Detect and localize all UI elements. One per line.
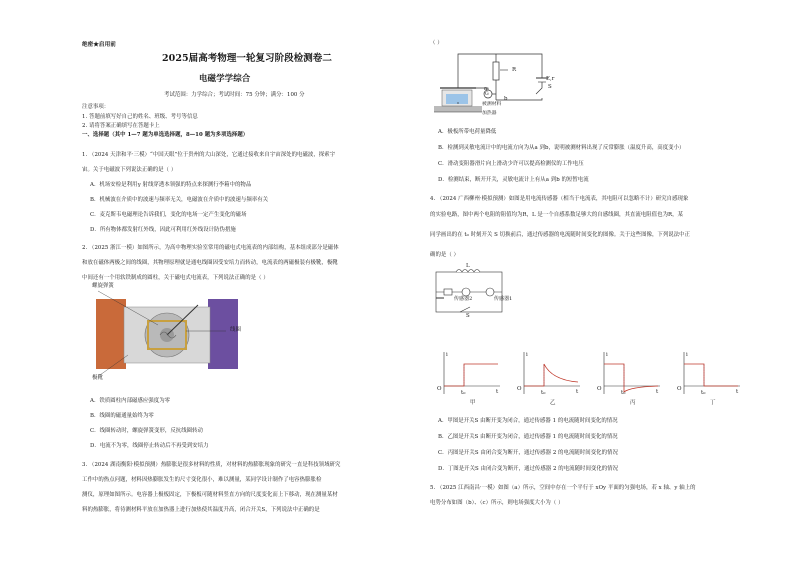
q1-text: 宙。关于电磁波下列说法正确的是（ ） [82,167,177,173]
fig-label-a: a [484,86,488,92]
notes-item: 2. 请将答案正确填写在答题卡上 [82,123,160,129]
curve [444,364,498,386]
q3-text: 料的热膨胀，将待测材料平放在加热器上进行加热使其温度升高，闭合开关S，下列说法中正确的是 [82,507,320,513]
fig-label-pole-shoe: 极靴 [92,375,103,381]
fig-label-E: E,r [546,76,555,82]
q4-option-a: A．甲图是开关S 由断开变为闭合，通过传感器 1 的电流随时间变化的情况 [438,418,618,424]
current-time-graphs [430,348,752,406]
fig-label-b: b [504,96,508,102]
inductor-circuit-figure [430,262,520,318]
fig-label-S: S [466,313,470,319]
galvanometer-figure [88,285,268,385]
q1-text: 1. （2024 天津和平·三模）“中国天眼”位于贵州的大山深处，它通过接收来自宇宙深处的电磁波，探索宇 [82,152,336,158]
q2-text: 中间还有一个用软铁制成的圆柱，关于磁电式电流表，下列说法正确的是（ ） [82,275,269,281]
page-subtitle: 电磁学学综合 [199,74,251,84]
q2-option-c: C．线圈转动时，螺旋弹簧变形，反抗线圈转动 [90,428,203,434]
graph-name: 甲 [470,400,476,406]
q3-tail-bracket: （ ） [430,40,443,46]
q3-option-b: B．检测到灵敏电流计中的电流方向为从a 到b，说明被测材料出现了反常膨胀（温度升高，高度变小） [438,145,685,151]
q3-text: 3. （2024 湖南衡阳·模拟预测）热膨胀是很多材料的性质，对材料的热膨胀现象的研究一直是科技领域研究 [82,462,341,468]
origin-label: O [437,386,442,392]
q3-option-a: A．极板所带电荷量降低 [438,129,497,135]
fig-label-sensor2: 传感器2 [454,296,473,302]
t-label: t [736,389,739,395]
q4-option-c: C．丙图是开关S 由闭合变为断开，通过传感器 2 的电流随时间变化的情况 [438,450,618,456]
i-label: i [606,352,608,358]
q4-option-b: B．乙图是开关S 由断开变为闭合，通过传感器 1 的电流随时间变化的情况 [438,434,618,440]
t-label: t [576,389,579,395]
curve [524,364,578,386]
i-label: i [526,352,528,358]
q2-option-b: B．线圈的磁通量始终为零 [90,413,154,419]
notes-item: 1. 答题前填写好自己的姓名、班级、考号等信息 [82,114,198,120]
fig-label-L: L [466,263,470,269]
origin-label: O [677,386,682,392]
q1-option-c: C．麦克斯韦电磁理论告诉我们，变化的电场一定产生变化的磁场 [90,212,247,218]
curve [684,364,738,386]
i-label: i [446,352,448,358]
q3-text: 工作中的热点问题，材料因热膨胀发生的尺寸变化很小，难以测量，某同学设计制作了电容热膨胀检 [82,477,322,483]
q1-option-a: A．机场安检是利用γ 射线穿透本领强的特点来探测行李箱中的物品 [90,182,252,188]
q1-option-d: D．所有物体都发射红外线，因此可利用红外线设计防伪措施 [90,227,236,233]
fig-label-sensor1: 传感器1 [494,296,513,302]
graph-3 [594,348,664,406]
secret-tag: 绝密★启用前 [82,42,116,48]
notes-heading: 注意事项： [82,104,110,110]
origin-label: O [517,386,522,392]
section-heading: 一、选择题（其中 1—7 题为单选选择题，8—10 题为多项选择题） [82,132,249,138]
q2-option-d: D．电流不为零，线圈停止转动后不再受到安培力 [90,443,209,449]
origin-label: O [597,386,602,392]
i-label: i [686,352,688,358]
fig-label-R: R [512,67,517,73]
q3-option-c: C．滑动变阻器滑片向上滑动少许可以提高检测仪的工作电压 [438,161,584,167]
q2-option-a: A．铁质圆柱内部磁感应强度为零 [90,398,171,404]
q4-option-d: D．丁图是开关S 由闭合变为断开，通过传感器 2 的电流随时间变化的情况 [438,466,619,472]
fig-label-S: S [548,84,552,90]
curve [604,364,658,392]
t0-label: t₀ [701,390,706,396]
q4-text: 同学画出的在 t₀ 时刻开关 S 切换前后，通过传感器的电流随时间变化的图像。关于这些图像，下列说法中正 [430,232,691,238]
t0-label: t₀ [621,390,626,396]
graph-name: 丁 [710,400,716,406]
t0-label: t₀ [461,390,466,396]
q2-text: 2. （2025 浙江一模）如图所示，为高中物理实验室常用的磁电式电流表的内部结构，基本组成部分是磁体 [82,245,339,251]
q2-text: 和放在磁体两极之间的线圈，其物理原理就是通电线圈因受安培力而转动，电流表的两磁极装有极靴，极靴 [82,260,338,266]
graph-4 [674,348,744,406]
fig-label-heater: 加热器 [482,111,497,116]
q4-text: 确的是（ ） [430,252,459,258]
fig-label-spring: 螺旋弹簧 [92,283,114,289]
q3-option-d: D．检测结束，断开开关，灵敏电流计上有从a 到b 的短暂电流 [438,177,589,183]
q4-text: 的实验电路，图中两个电阻的阻值均为R，L 是一个自感系数足够大的自感线圈，其直流电阻值也为R，某 [430,212,683,218]
q5-text: 5. （2025 江西南昌·一模）如图（a）所示，空间中存在一个平行于 xOy 平面的匀强电场，若 x 轴、y 轴上的 [430,485,696,491]
fig-label-material: 被测材料 [482,102,502,107]
graph-2 [514,348,584,406]
t-label: t [496,389,499,395]
q1-option-b: B．机械波在介质中的波速与频率无关，电磁波在介质中的波速与频率有关 [90,197,269,203]
graph-1 [434,348,504,406]
t0-label: t₀ [541,390,546,396]
graph-name: 乙 [550,400,556,406]
q3-text: 测仪，原理如图所示。电容器上极板固定，下极板可随材料竖直方向的尺度变化而上下移动，现在测量某材 [82,492,338,498]
exam-info: 考试范围：力学综合；考试时间：75 分钟；满分：100 分 [164,92,305,98]
q5-text: 电势分布如图（b）、（c）所示，则电场强度大小为（ ） [430,500,564,506]
fig-label-G: G [485,92,489,97]
q4-text: 4. （2024 广西柳州·模拟预测）如图是用电流传感器（相当于电流表，其电阻可以忽略不计）研究自感现象 [430,196,689,202]
graph-name: 丙 [630,400,636,406]
page-title: 2025届高考物理一轮复习阶段检测卷二 [162,53,332,64]
fig-label-coil: 线圈 [230,327,241,333]
t-label: t [656,389,659,395]
